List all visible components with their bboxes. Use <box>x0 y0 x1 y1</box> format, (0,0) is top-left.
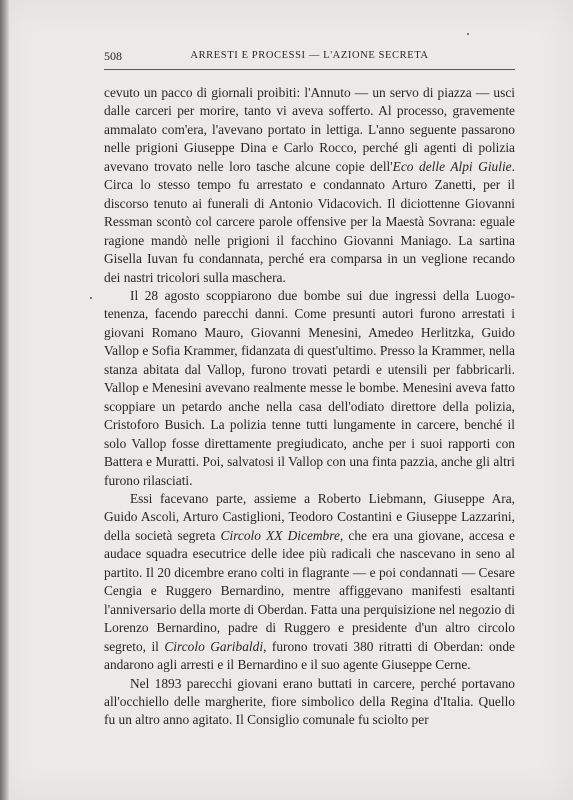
italic-title: Eco delle Alpi Giulie <box>392 158 512 174</box>
body-paragraph <box>104 675 515 730</box>
header-rule <box>104 69 515 70</box>
body-paragraph <box>104 287 515 490</box>
body-paragraph <box>104 84 515 287</box>
text-run: cevuto un pacco di giornali proibiti: l'Annuto — un servo di piazza — usci dalle carceri per morire, tanto vi aveva sofferto. Al processo, gravemente ammalato com'era, l'avevano portato in lettiga. L'anno seguente passarono nelle prigioni Giuseppe Dina e Carlo Rocco, perché gli agenti di polizia avevano trovato nelle loro tasche alcune copie dell' <box>104 85 515 174</box>
italic-title: Circolo XX Dicembre <box>220 527 340 543</box>
page-number: 508 <box>104 49 122 63</box>
body-paragraph <box>104 490 515 675</box>
print-speck <box>90 297 92 299</box>
text-run: . Circa lo stesso tempo fu arrestato e condannato Arturo Zanetti, per il discorso tenuto ai funerali di Antonio Vidacovich. Il diciottenne Giovanni Ressman scontò col carcere parole offensive per la Maestà Sovrana: eguale ragione mandò nelle prigioni il facchino Giovanni Maniago. La sartina Gisella Iuvan fu condannata, perché era comparsa in un veglione recando dei nastri tricolori sulla maschera. <box>104 158 515 285</box>
text-run: Essi facevano parte, assieme a Roberto Liebmann, Giuseppe Ara, Guido Ascoli, Arturo Castiglioni, Teodoro Costantini e Giuseppe Lazzarini, della società segreta <box>104 490 515 543</box>
text-run: , che era una giovane, accesa e audace squadra esecutrice delle idee più radicali che nascevano in seno al partito. Il 20 dicembre erano colti in flagrante — e poi condannati — Cesare Cengia e Ruggero Bernardino, mentre affiggevano manifesti esaltanti l'anniversario della morte di Oberdan. Fatta una perquisizione nel negozio di Lorenzo Bernardino, padre di Ruggero e presidente d'un altro circolo segreto, il <box>104 527 515 654</box>
running-header <box>104 49 515 63</box>
text-run: Il 28 agosto scoppiarono due bombe sui due ingressi della Luogotenenza, facendo parecchi danni. Come presunti autori furono arrestati i giovani Romano Mauro, Giovanni Menesini, Amedeo Herlitzka, Guido Vallop e Sofia Krammer, fidanzata di quest'ultimo. Presso la Krammer, nella stanza abitata dal Vallop, furono trovati petardi e utensili per fabbricarli. Vallop e Menesini avevano realmente messe le bombe. Menesini aveva fatto scoppiare un petardo anche nella casa dell'odiato direttore della polizia, Cristoforo Busich. La polizia tenne tutti lungamente in carcere, benché il solo Vallop fosse direttamente pregiudicato, anche per i suoi rapporti con Battera e Muratti. Poi, salvatosi il Vallop con una finta pazzia, anche gli altri furono rilasciati. <box>104 287 515 488</box>
page-binding-edge <box>0 0 10 800</box>
body-text <box>104 84 515 730</box>
text-run: Nel 1893 parecchi giovani erano buttati in carcere, perché portavano all'occhiello delle margherite, fiore simbolico della Regina d'Italia. Quello fu un altro anno agitato. Il Consiglio comunale fu sciolto per <box>104 675 515 728</box>
print-speck <box>467 33 469 35</box>
italic-title: Circolo Garibaldi <box>164 638 264 654</box>
text-run: , furono trovati 380 ritratti di Oberdan: onde andarono agli arresti e il Bernardino e il suo agente Giuseppe Cerne. <box>104 638 516 673</box>
running-title: ARRESTI E PROCESSI — L'AZIONE SECRETA <box>190 50 429 61</box>
